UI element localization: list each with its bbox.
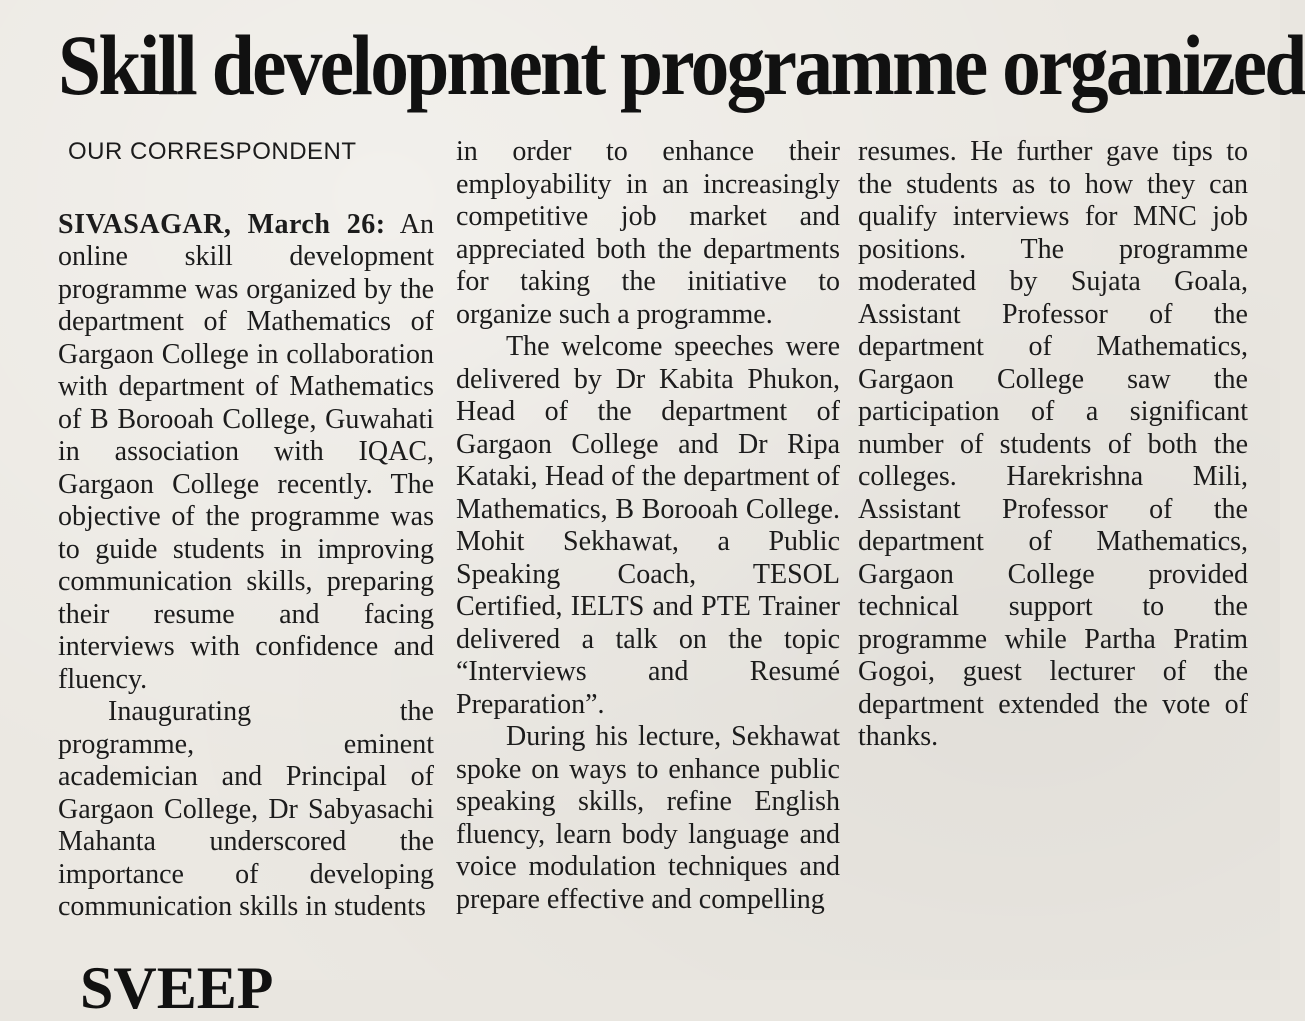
next-article-headline-text: SVEEP <box>80 955 274 1021</box>
next-article-headline-fragment <box>80 955 1280 1021</box>
paragraph-3 <box>456 331 840 721</box>
paragraph-3-text: The welcome speeches were delivered by Dr Kabita Phukon, Head of the department of Gargaon College and Dr Ripa Kataki, Head of the department of Mathematics, B Borooah College. Mohit Sekhawat, a Public Speaking Coach, TESOL Certified, IELTS and PTE Trainer delivered a talk on the topic “Interviews and Resumé Preparation”. <box>456 331 840 720</box>
paragraph-4-start: During his lecture, Sekhawat spoke on ways to enhance public speaking skills, refine English fluency, learn body language and voice modulation techniques and prepare effective and compelling <box>456 721 840 915</box>
paragraph-4 <box>858 136 1248 754</box>
column-3 <box>858 136 1248 754</box>
paragraph-1-text: An online skill development programme was organized by the department of Mathematics of Gargaon College in collaboration with department of Mathematics of B Borooah College, Guwahati in association with IQAC, Gargaon College recently. The objective of the programme was to guide students in improving communication skills, preparing their resume and facing interviews with confidence and fluency. <box>58 208 434 695</box>
column-2 <box>456 136 840 916</box>
byline: OUR CORRESPONDENT <box>68 138 357 165</box>
dateline: SIVASAGAR, March 26: <box>58 208 386 240</box>
headline: Skill development programme organized <box>58 17 1305 113</box>
paragraph-1 <box>58 209 434 697</box>
paragraph-2-continued: in order to enhance their employability in an increasingly competitive job market and appreciated both the departments for taking the initiative to organize such a programme. <box>456 136 840 330</box>
article-body <box>0 136 1280 956</box>
paragraph-4-text: resumes. He further gave tips to the students as to how they can qualify interviews for MNC job positions. The programme moderated by Sujata Goala, Assistant Professor of the department of Mathematics, Gargaon College saw the participation of a significant number of students of both the colleges. Harekrishna Mili, Assistant Professor of the department of Mathematics, Gargaon College provided technical support to the programme while Partha Pratim Gogoi, guest lecturer of the department extended the vote of thanks. <box>858 136 1248 752</box>
paragraph-2-text: Inaugurating the programme, eminent academician and Principal of Gargaon College, Dr Sabyasachi Mahanta underscored the importance of developing communication skills in students <box>58 696 434 922</box>
column-1 <box>58 136 434 924</box>
paragraph-2 <box>58 696 434 924</box>
